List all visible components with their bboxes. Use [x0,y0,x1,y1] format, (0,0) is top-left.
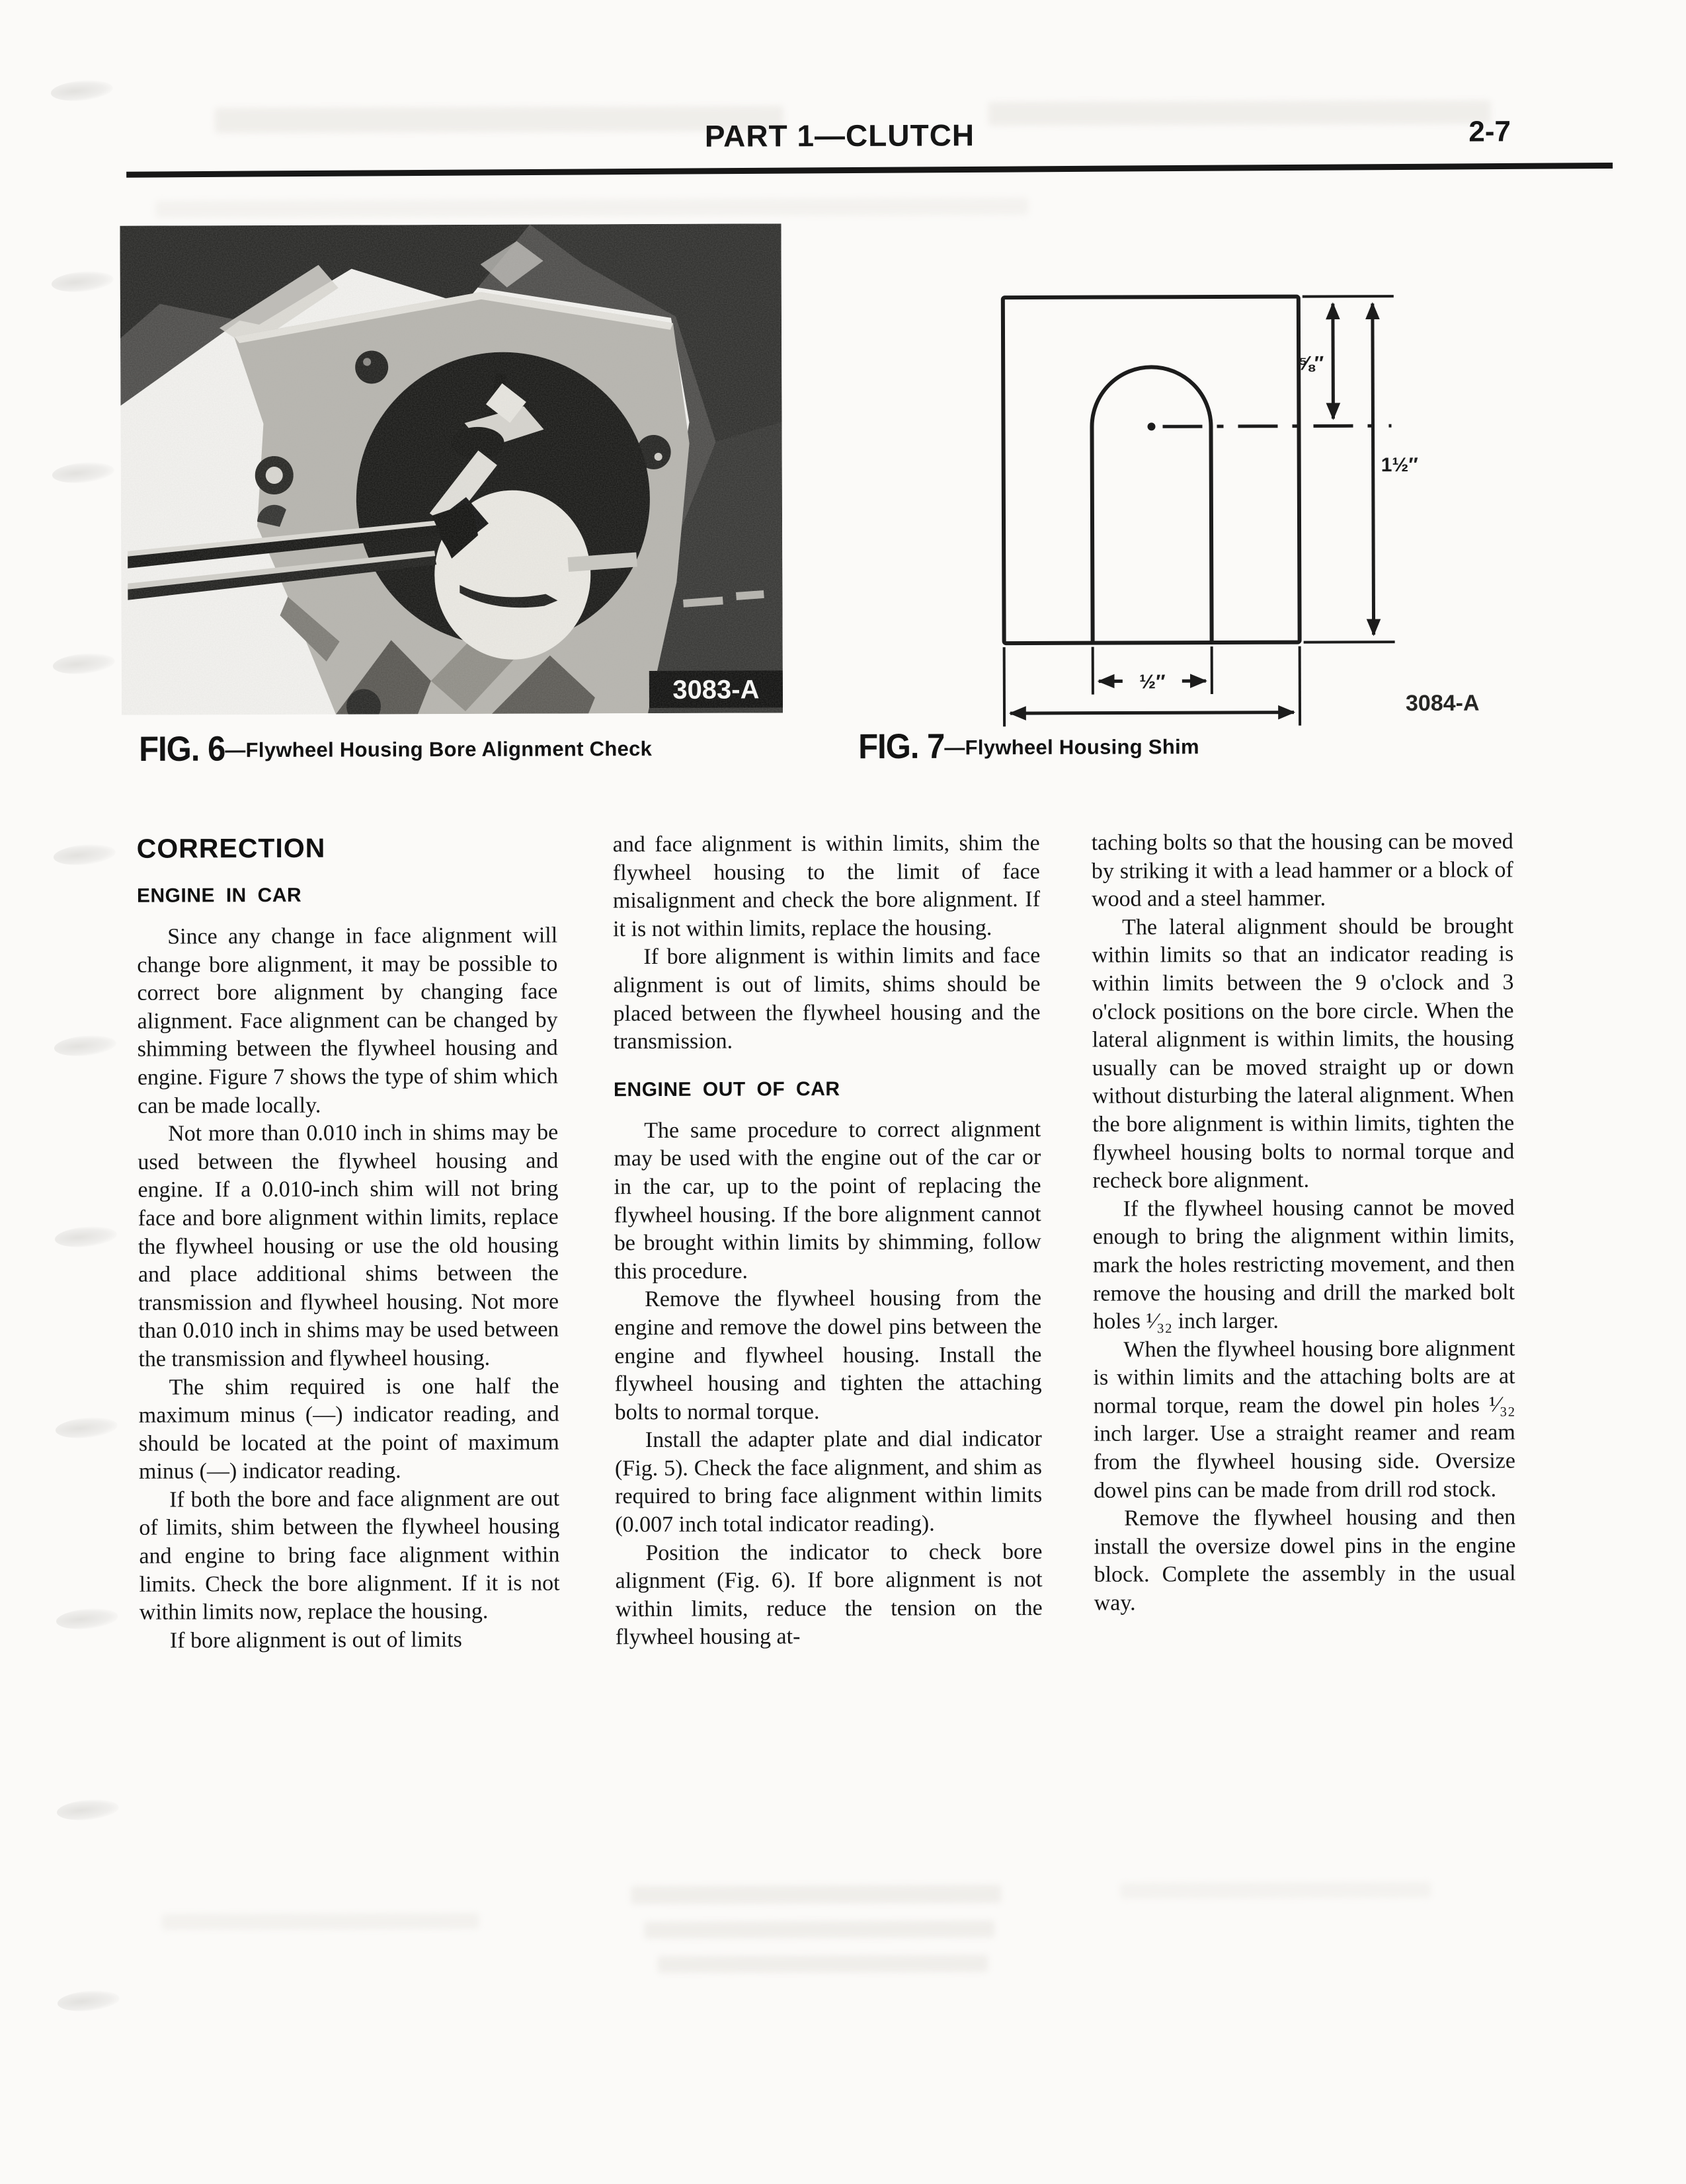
bleed-through-artifact [658,1955,988,1973]
body-paragraph: Since any change in face alignment will change bore alignment, it may be possible to correct bore alignment by changing face alignment. Face alignment can be changed by shimming between the flywheel housing and engine. Figure 7 shows the type of shim which can be made locally. [137,922,558,1120]
bleed-through-artifact [644,1920,994,1939]
binding-mark [54,1033,117,1058]
fig6-caption-label: FIG. 6 [139,729,225,769]
binding-mark [52,651,116,676]
fig7-caption-label: FIG. 7 [858,726,944,767]
dim-label-overall-height: 1½″ [1381,454,1418,476]
binding-mark [56,1606,119,1631]
header-rule [126,163,1613,178]
fig7-caption [858,727,1199,765]
fig7-caption-text: —Flywheel Housing Shim [944,735,1199,759]
fig6-caption-text: —Flywheel Housing Bore Alignment Check [225,737,652,761]
bleed-through-artifact [631,1885,1001,1904]
binding-mark [54,1224,118,1249]
body-paragraph: The lateral alignment should be brought within limits so that an indicator reading is within limits between the 9 o'clock and 3 o'clock positions on the bore circle. When the lateral alignment is within limits, the housing usually can be moved straight up or down without disturbing the lateral alignment. When the bore alignment is within limits, tighten the flywheel housing bolts to normal torque and recheck bore alignment. [1092,912,1514,1195]
page-number: 2-7 [1398,115,1511,149]
subsection-heading: ENGINE OUT OF CAR [614,1079,1041,1100]
body-paragraph: The same procedure to correct alignment may be used with the engine out of the car or in the car, up to the point of replacing the flywheel housing. If the bore alignment cannot be brought within limits by shimming, follow this procedure. [614,1116,1041,1286]
body-paragraph: If both the bore and face alignment are out of limits, shim between the flywheel housing and engine to bring face alignment within limits. Check the bore alignment. If it is not within limits now, replace the housing. [139,1485,560,1627]
text-column-3 [1092,828,1516,1618]
dim-line-overall-height [1373,303,1374,635]
bleed-through-artifact [161,1913,479,1930]
binding-mark [56,1797,120,1822]
fig7-drawing-code: 3084-A [1406,691,1480,716]
body-paragraph: Position the indicator to check bore alignment (Fig. 6). If bore alignment is not within limits, reduce the tension on the flywheel housing at- [615,1538,1043,1653]
binding-mark [51,269,114,294]
body-paragraph: Remove the flywheel housing from the engine and remove the dowel pins between the engine and flywheel housing. Install the flywheel housing and tighten the attaching bolts to normal torque. [614,1284,1042,1426]
body-paragraph: If bore alignment is out of limits [140,1625,560,1655]
body-paragraph: Remove the flywheel housing and then install the oversize dowel pins in the engine block. Complete the assembly in the usual way. [1094,1504,1516,1618]
text-column-1 [137,832,560,1656]
body-paragraph: If the flywheel housing cannot be moved enough to bring the alignment within limits, mark the holes restricting movement, and then remove the housing and drill the marked bolt holes ¹⁄₃₂ inch larger. [1093,1194,1515,1336]
body-paragraph: Install the adapter plate and dial indicator (Fig. 5). Check the face alignment, and shim as required to bring face alignment within limits (0.007 inch total indicator reading). [615,1425,1043,1540]
text-column-2 [613,830,1043,1652]
binding-mark [55,1415,118,1440]
shim-outline [1003,297,1300,644]
shim-slot [1092,367,1211,643]
body-paragraph: When the flywheel housing bore alignment is within limits and the attaching bolts are at normal torque, ream the dowel pin holes ¹⁄₃₂ inch larger. Use a straight reamer and ream from the flywheel housing side. Oversize dowel pins can be made from drill rod stock. [1093,1335,1515,1505]
binding-mark [52,460,115,485]
body-paragraph: taching bolts so that the housing can be moved by striking it with a lead hammer or a block of wood and a steel hammer. [1092,828,1513,914]
section-heading: CORRECTION [137,834,557,863]
binding-mark [50,78,114,103]
fig6-caption [139,729,652,768]
subsection-heading: ENGINE IN CAR [137,885,557,906]
dim-label-top-offset: ⅝″ [1298,352,1324,374]
fig6-photo-flywheel-housing-bore-check [120,223,783,715]
dim-label-slot-width: ½″ [1139,671,1166,693]
body-paragraph: If bore alignment is within limits and face alignment is out of limits, shims should be placed between the flywheel housing and the transmission. [613,942,1041,1056]
dim-line-top-offset [1333,303,1334,418]
binding-mark [53,842,116,867]
fig7-shim-diagram [949,262,1506,733]
body-paragraph: The shim required is one half the maximum minus (—) indicator reading, and should be located at the point of maximum minus (—) indicator reading. [138,1372,559,1487]
body-paragraph: Not more than 0.010 inch in shims may be used between the flywheel housing and engine. If a 0.010-inch shim will not bring face and bore alignment within limits, replace the flywheel housing or use the old housing and place additional shims between the transmission and flywheel housing. Not more than 0.010 inch in shims may be used between the transmission and flywheel housing. [138,1119,559,1374]
body-paragraph: and face alignment is within limits, shim the flywheel housing to the limit of face misalignment and check the bore alignment. If it is not within limits, replace the housing. [613,830,1041,944]
bleed-through-artifact [155,198,1028,218]
bleed-through-artifact [1120,1882,1431,1899]
bore-center-dot [1147,422,1155,430]
page-title: PART 1—CLUTCH [0,115,1683,157]
binding-mark [57,1988,120,2013]
